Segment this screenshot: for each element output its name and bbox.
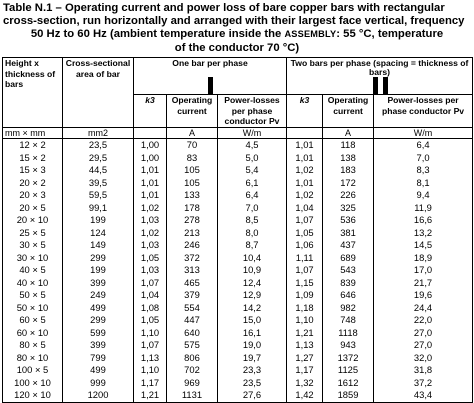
cell-current-one: 447 xyxy=(167,314,218,327)
table-row xyxy=(3,152,473,165)
cell-current-one: 105 xyxy=(167,164,218,177)
cell-area: 199 xyxy=(63,214,134,227)
cell-current-one: 1131 xyxy=(167,389,218,402)
cell-loss-one: 8,7 xyxy=(218,239,287,252)
cell-loss-two: 24,4 xyxy=(374,302,473,315)
cell-size: 60 × 5 xyxy=(3,314,63,327)
table-row xyxy=(3,377,473,390)
cell-current-two: 437 xyxy=(323,239,374,252)
cell-k3-two: 1,32 xyxy=(287,377,323,390)
cell-k3-two: 1,10 xyxy=(287,314,323,327)
cell-current-one: 213 xyxy=(167,227,218,240)
cell-loss-one: 12,9 xyxy=(218,289,287,302)
cell-loss-two: 18,9 xyxy=(374,252,473,265)
cell-current-one: 806 xyxy=(167,352,218,365)
cell-k3-two: 1,05 xyxy=(287,227,323,240)
cell-loss-two: 8,1 xyxy=(374,177,473,190)
unit-area: mm2 xyxy=(63,127,134,139)
cell-loss-one: 10,4 xyxy=(218,252,287,265)
cell-area: 44,5 xyxy=(63,164,134,177)
cell-current-two: 839 xyxy=(323,277,374,290)
table-row xyxy=(3,252,473,265)
cell-area: 299 xyxy=(63,314,134,327)
cell-loss-two: 32,0 xyxy=(374,352,473,365)
cell-loss-one: 14,2 xyxy=(218,302,287,315)
cell-k3-two: 1,13 xyxy=(287,339,323,352)
cell-k3-two: 1,18 xyxy=(287,302,323,315)
cell-current-one: 640 xyxy=(167,327,218,340)
cell-k3-two: 1,01 xyxy=(287,177,323,190)
cell-k3-one: 1,07 xyxy=(134,339,167,352)
cell-k3-one: 1,01 xyxy=(134,177,167,190)
unit-size: mm × mm xyxy=(3,127,63,139)
unit-k3-two xyxy=(287,127,323,139)
cell-loss-one: 23,5 xyxy=(218,377,287,390)
cell-size: 15 × 3 xyxy=(3,164,63,177)
cell-current-two: 118 xyxy=(323,139,374,152)
cell-k3-two: 1,04 xyxy=(287,202,323,215)
cell-area: 399 xyxy=(63,339,134,352)
cell-size: 20 × 10 xyxy=(3,214,63,227)
cell-area: 124 xyxy=(63,227,134,240)
cell-current-one: 278 xyxy=(167,214,218,227)
cell-size: 40 × 10 xyxy=(3,277,63,290)
table-row xyxy=(3,189,473,202)
table-row xyxy=(3,264,473,277)
cell-k3-two: 1,07 xyxy=(287,264,323,277)
cell-current-one: 83 xyxy=(167,152,218,165)
cell-k3-two: 1,06 xyxy=(287,239,323,252)
cell-area: 39,5 xyxy=(63,177,134,190)
header-current-two: Operating current xyxy=(323,95,374,128)
cell-size: 30 × 5 xyxy=(3,239,63,252)
cell-k3-one: 1,03 xyxy=(134,264,167,277)
cell-k3-two: 1,15 xyxy=(287,277,323,290)
cell-k3-one: 1,03 xyxy=(134,239,167,252)
cell-k3-one: 1,00 xyxy=(134,152,167,165)
cell-current-two: 536 xyxy=(323,214,374,227)
cell-current-two: 1372 xyxy=(323,352,374,365)
cell-current-one: 554 xyxy=(167,302,218,315)
cell-current-one: 178 xyxy=(167,202,218,215)
cell-loss-two: 7,0 xyxy=(374,152,473,165)
two-bar-symbol-icon-2 xyxy=(383,77,388,94)
cell-k3-one: 1,08 xyxy=(134,302,167,315)
cell-current-one: 969 xyxy=(167,377,218,390)
caption-line-2: cross-section, run horizontally and arranged with their largest face vertical, frequency xyxy=(3,15,465,28)
cell-area: 23,5 xyxy=(63,139,134,152)
table-row xyxy=(3,302,473,315)
cell-k3-two: 1,42 xyxy=(287,389,323,402)
cell-area: 499 xyxy=(63,364,134,377)
cell-area: 29,5 xyxy=(63,152,134,165)
cell-size: 40 × 5 xyxy=(3,264,63,277)
cell-loss-two: 13,2 xyxy=(374,227,473,240)
cell-area: 149 xyxy=(63,239,134,252)
cell-k3-one: 1,07 xyxy=(134,277,167,290)
cell-k3-one: 1,04 xyxy=(134,289,167,302)
cell-loss-two: 9,4 xyxy=(374,189,473,202)
cell-current-two: 172 xyxy=(323,177,374,190)
one-bar-symbol-icon xyxy=(208,77,213,94)
cell-current-two: 689 xyxy=(323,252,374,265)
cell-loss-two: 21,7 xyxy=(374,277,473,290)
cell-area: 499 xyxy=(63,302,134,315)
table-row xyxy=(3,352,473,365)
cell-k3-two: 1,17 xyxy=(287,364,323,377)
cell-size: 12 × 2 xyxy=(3,139,63,152)
cell-current-one: 575 xyxy=(167,339,218,352)
cell-k3-two: 1,11 xyxy=(287,252,323,265)
cell-loss-one: 4,5 xyxy=(218,139,287,152)
cell-k3-one: 1,02 xyxy=(134,202,167,215)
cell-k3-two: 1,07 xyxy=(287,214,323,227)
cell-current-two: 943 xyxy=(323,339,374,352)
cell-current-two: 1859 xyxy=(323,389,374,402)
cell-k3-two: 1,02 xyxy=(287,164,323,177)
caption-line-4: of the conductor 70 °C) xyxy=(174,41,300,54)
table-row xyxy=(3,202,473,215)
table-row xyxy=(3,177,473,190)
cell-current-one: 379 xyxy=(167,289,218,302)
caption-line-3-b: : 55 °C, temperature xyxy=(336,28,444,41)
cell-current-two: 381 xyxy=(323,227,374,240)
unit-loss-two: W/m xyxy=(374,127,473,139)
cell-size: 20 × 5 xyxy=(3,202,63,215)
cell-current-one: 372 xyxy=(167,252,218,265)
header-two-bars-group xyxy=(287,58,473,95)
cell-current-one: 465 xyxy=(167,277,218,290)
cell-area: 399 xyxy=(63,277,134,290)
cell-current-two: 748 xyxy=(323,314,374,327)
cell-current-two: 646 xyxy=(323,289,374,302)
cell-loss-one: 19,0 xyxy=(218,339,287,352)
cell-size: 30 × 10 xyxy=(3,252,63,265)
cell-loss-two: 11,9 xyxy=(374,202,473,215)
cell-k3-one: 1,05 xyxy=(134,314,167,327)
cell-current-one: 702 xyxy=(167,364,218,377)
cell-k3-two: 1,01 xyxy=(287,152,323,165)
cell-size: 20 × 2 xyxy=(3,177,63,190)
cell-k3-two: 1,27 xyxy=(287,352,323,365)
header-bar-size: Height x thickness of bars xyxy=(3,58,63,128)
header-current-one: Operating current xyxy=(167,95,218,128)
header-one-bar: One bar per phase xyxy=(172,58,248,68)
cell-area: 199 xyxy=(63,264,134,277)
cell-loss-two: 37,2 xyxy=(374,377,473,390)
table-row xyxy=(3,277,473,290)
cell-current-two: 1612 xyxy=(323,377,374,390)
table-row xyxy=(3,364,473,377)
cell-k3-two: 1,09 xyxy=(287,289,323,302)
cell-k3-one: 1,03 xyxy=(134,214,167,227)
cell-size: 100 × 5 xyxy=(3,364,63,377)
cell-current-two: 183 xyxy=(323,164,374,177)
cell-area: 59,5 xyxy=(63,189,134,202)
header-loss-two: Power-losses per phase conductor Pv xyxy=(374,95,473,128)
cell-loss-two: 31,8 xyxy=(374,364,473,377)
two-bar-symbol-icon xyxy=(373,77,378,94)
cell-size: 50 × 10 xyxy=(3,302,63,315)
caption-line-3-a: 50 Hz to 60 Hz (ambient temperature inside the xyxy=(30,28,285,41)
cell-size: 80 × 5 xyxy=(3,339,63,352)
header-two-bars: Two bars per phase (spacing = thickness of bars) xyxy=(290,58,469,78)
unit-loss-one: W/m xyxy=(218,127,287,139)
cell-area: 99,1 xyxy=(63,202,134,215)
table-body xyxy=(3,139,473,403)
cell-loss-one: 19,7 xyxy=(218,352,287,365)
cell-k3-one: 1,00 xyxy=(134,139,167,152)
cell-k3-one: 1,10 xyxy=(134,327,167,340)
cell-k3-one: 1,01 xyxy=(134,164,167,177)
unit-k3-one xyxy=(134,127,167,139)
cell-loss-two: 19,6 xyxy=(374,289,473,302)
cell-area: 1200 xyxy=(63,389,134,402)
table-row xyxy=(3,389,473,402)
cell-current-two: 543 xyxy=(323,264,374,277)
cell-k3-one: 1,01 xyxy=(134,189,167,202)
cell-size: 20 × 3 xyxy=(3,189,63,202)
current-loss-table xyxy=(2,57,473,403)
cell-size: 120 × 10 xyxy=(3,389,63,402)
cell-loss-two: 27,0 xyxy=(374,327,473,340)
cell-k3-two: 1,21 xyxy=(287,327,323,340)
cell-k3-one: 1,17 xyxy=(134,377,167,390)
table-row xyxy=(3,289,473,302)
cell-k3-one: 1,10 xyxy=(134,364,167,377)
cell-loss-one: 7,0 xyxy=(218,202,287,215)
cell-loss-one: 5,4 xyxy=(218,164,287,177)
table-row xyxy=(3,214,473,227)
cell-area: 999 xyxy=(63,377,134,390)
cell-loss-one: 8,0 xyxy=(218,227,287,240)
cell-loss-one: 6,1 xyxy=(218,177,287,190)
cell-current-two: 1118 xyxy=(323,327,374,340)
cell-current-two: 982 xyxy=(323,302,374,315)
cell-loss-one: 15,0 xyxy=(218,314,287,327)
cell-area: 599 xyxy=(63,327,134,340)
cell-loss-two: 22,0 xyxy=(374,314,473,327)
cell-loss-one: 8,5 xyxy=(218,214,287,227)
cell-loss-one: 12,4 xyxy=(218,277,287,290)
cell-loss-two: 43,4 xyxy=(374,389,473,402)
table-row xyxy=(3,239,473,252)
cell-k3-one: 1,02 xyxy=(134,227,167,240)
cell-current-one: 70 xyxy=(167,139,218,152)
cell-current-two: 226 xyxy=(323,189,374,202)
table-row xyxy=(3,227,473,240)
cell-size: 25 × 5 xyxy=(3,227,63,240)
cell-loss-two: 8,3 xyxy=(374,164,473,177)
cell-loss-two: 27,0 xyxy=(374,339,473,352)
cell-loss-one: 27,6 xyxy=(218,389,287,402)
header-k3-two: k3 xyxy=(287,95,323,128)
header-area: Cross-sectional area of bar xyxy=(63,58,134,128)
cell-size: 80 × 10 xyxy=(3,352,63,365)
unit-current-one: A xyxy=(167,127,218,139)
cell-area: 249 xyxy=(63,289,134,302)
caption-line-3 xyxy=(3,28,471,41)
caption-line-1: Table N.1 – Operating current and power loss of bare copper bars with rectangular xyxy=(3,2,445,14)
cell-k3-two: 1,02 xyxy=(287,189,323,202)
cell-loss-one: 23,3 xyxy=(218,364,287,377)
cell-loss-two: 14,5 xyxy=(374,239,473,252)
cell-k3-two: 1,01 xyxy=(287,139,323,152)
cell-current-one: 246 xyxy=(167,239,218,252)
cell-loss-one: 16,1 xyxy=(218,327,287,340)
cell-size: 15 × 2 xyxy=(3,152,63,165)
table-caption xyxy=(3,2,471,55)
cell-current-two: 138 xyxy=(323,152,374,165)
cell-loss-two: 17,0 xyxy=(374,264,473,277)
cell-current-one: 313 xyxy=(167,264,218,277)
cell-loss-one: 6,4 xyxy=(218,189,287,202)
header-one-bar-group xyxy=(134,58,287,95)
cell-k3-one: 1,05 xyxy=(134,252,167,265)
cell-k3-one: 1,21 xyxy=(134,389,167,402)
cell-current-one: 105 xyxy=(167,177,218,190)
cell-area: 299 xyxy=(63,252,134,265)
cell-current-two: 325 xyxy=(323,202,374,215)
caption-assembly: ASSEMBLY xyxy=(284,29,337,40)
table-row xyxy=(3,164,473,177)
table-row xyxy=(3,327,473,340)
table-row xyxy=(3,314,473,327)
cell-k3-one: 1,13 xyxy=(134,352,167,365)
cell-loss-one: 10,9 xyxy=(218,264,287,277)
cell-loss-two: 6,4 xyxy=(374,139,473,152)
table-row xyxy=(3,139,473,152)
cell-size: 50 × 5 xyxy=(3,289,63,302)
cell-size: 60 × 10 xyxy=(3,327,63,340)
cell-area: 799 xyxy=(63,352,134,365)
table-row xyxy=(3,339,473,352)
header-loss-one: Power-losses per phase conductor Pv xyxy=(218,95,287,128)
header-k3-one: k3 xyxy=(134,95,167,128)
unit-current-two: A xyxy=(323,127,374,139)
cell-loss-two: 16,6 xyxy=(374,214,473,227)
cell-current-one: 133 xyxy=(167,189,218,202)
cell-loss-one: 5,0 xyxy=(218,152,287,165)
cell-current-two: 1125 xyxy=(323,364,374,377)
cell-size: 100 × 10 xyxy=(3,377,63,390)
